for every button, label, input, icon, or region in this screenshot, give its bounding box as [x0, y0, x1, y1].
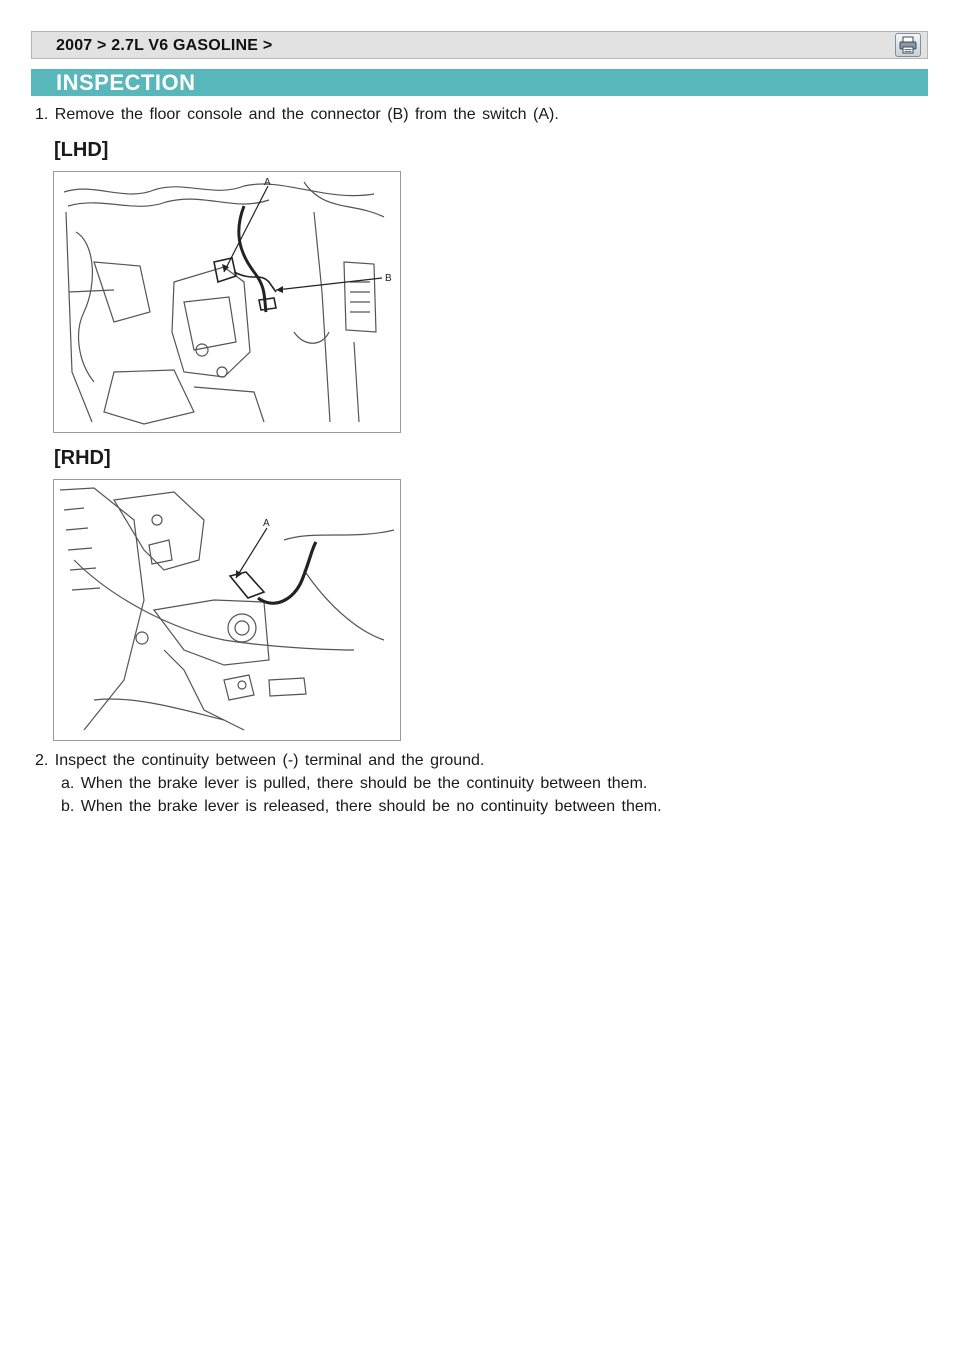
breadcrumb-bar [31, 31, 928, 59]
section-title: INSPECTION [56, 70, 196, 95]
lhd-illustration [54, 172, 400, 432]
callout-a-lhd: A [264, 177, 271, 188]
figure-rhd [53, 479, 401, 741]
rhd-illustration [54, 480, 400, 740]
callout-a-rhd: A [263, 518, 270, 529]
print-button[interactable] [895, 33, 921, 57]
figure-lhd [53, 171, 401, 433]
step-1: 1. Remove the floor console and the connector (B) from the switch (A). [35, 106, 559, 123]
breadcrumb[interactable]: 2007 > 2.7L V6 GASOLINE > [56, 37, 273, 54]
step-2: 2. Inspect the continuity between (-) terminal and the ground. [35, 752, 485, 769]
callout-b-lhd: B [385, 273, 392, 284]
section-header [31, 69, 928, 96]
substep-b: b. When the brake lever is released, there should be no continuity between them. [61, 798, 662, 815]
figure-label-lhd: [LHD] [54, 139, 109, 161]
figure-label-rhd: [RHD] [54, 447, 111, 469]
substep-a: a. When the brake lever is pulled, there should be the continuity between them. [61, 775, 648, 792]
printer-icon [896, 34, 920, 56]
